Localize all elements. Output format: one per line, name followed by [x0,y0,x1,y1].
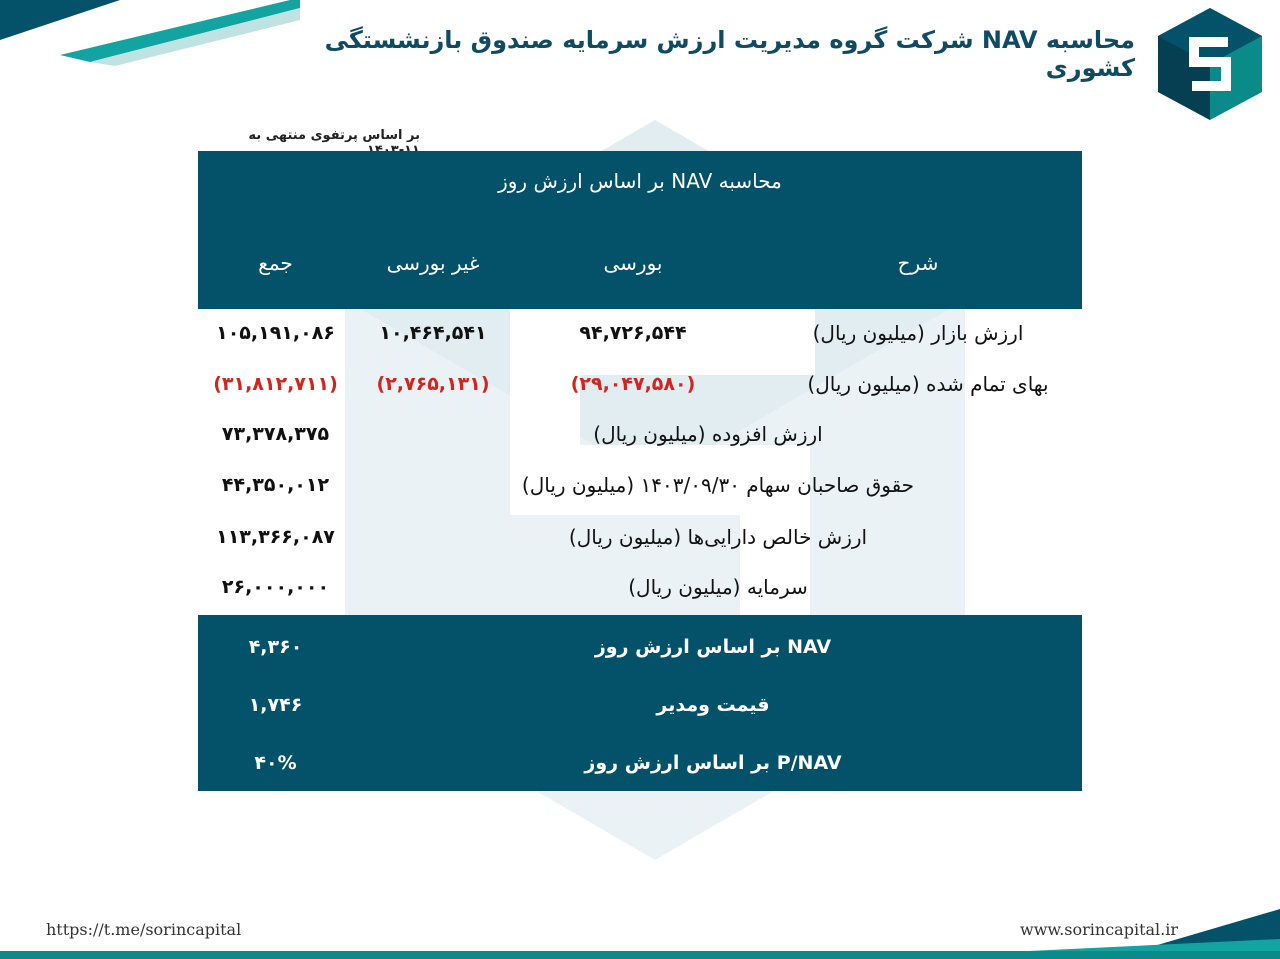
summary-label: قیمت ومدیر [656,694,770,716]
total-value: ۴۴,۳۵۰,۰۱۲ [221,474,330,496]
table-row [198,364,1082,404]
column-header-unlisted: غیر بورسی [386,251,480,275]
table-row [198,414,1082,454]
total-value: (۳۱,۸۱۲,۷۱۱) [213,373,338,395]
company-logo-icon [1158,8,1262,120]
table-title: محاسبه NAV بر اساس ارزش روز [498,169,782,193]
portfolio-date-subtitle: بر اساس پرتفوی منتهی به [248,128,420,143]
table-summary [198,615,1082,791]
summary-row [198,627,1082,667]
unlisted-value: (۲,۷۶۵,۱۳۱) [376,373,490,395]
website-link[interactable]: www.sorincapital.ir [1020,920,1178,939]
summary-value: ۱,۷۴۶ [248,694,303,716]
telegram-link[interactable]: https://t.me/sorincapital [46,920,242,939]
row-label: بهای تمام شده (میلیون ریال) [807,372,1049,396]
summary-label: NAV بر اساس ارزش روز [594,636,832,658]
column-header-listed: بورسی [603,251,663,275]
total-value: ۱۱۳,۳۶۶,۰۸۷ [216,526,335,548]
summary-label: P/NAV بر اساس ارزش روز [584,752,842,774]
row-label: ارزش بازار (میلیون ریال) [812,321,1024,345]
total-value: ۱۰۵,۱۹۱,۰۸۶ [216,322,335,344]
column-header-total: جمع [258,251,293,275]
summary-value: ۴,۳۶۰ [248,636,303,658]
total-value: ۷۳,۳۷۸,۳۷۵ [221,423,330,445]
listed-value: (۲۹,۰۴۷,۵۸۰) [570,373,696,395]
nav-table [198,151,1082,791]
total-value: ۲۶,۰۰۰,۰۰۰ [221,576,330,598]
row-label: حقوق صاحبان سهام ۱۴۰۳/۰۹/۳۰ (میلیون ریال) [521,473,915,497]
table-row [198,517,1082,557]
table-row [198,465,1082,505]
page-title: محاسبه NAV شرکت گروه مدیریت ارزش سرمایه صندوق بازنشستگی کشوری [324,26,1135,82]
table-header [198,151,1082,309]
bottom-accent-bar [0,951,1280,959]
table-row [198,313,1082,353]
table-row [198,567,1082,607]
row-label: ارزش خالص دارایی‌ها (میلیون ریال) [568,525,868,549]
listed-value: ۹۴,۷۲۶,۵۴۴ [579,322,687,344]
summary-row [198,743,1082,783]
unlisted-value: ۱۰,۴۶۴,۵۴۱ [379,322,487,344]
summary-value: ۴۰% [254,752,297,774]
summary-row [198,685,1082,725]
row-label: سرمایه (میلیون ریال) [628,575,808,599]
row-label: ارزش افزوده (میلیون ریال) [593,422,823,446]
table-body [198,309,1082,615]
column-header-description: شرح [897,251,939,275]
